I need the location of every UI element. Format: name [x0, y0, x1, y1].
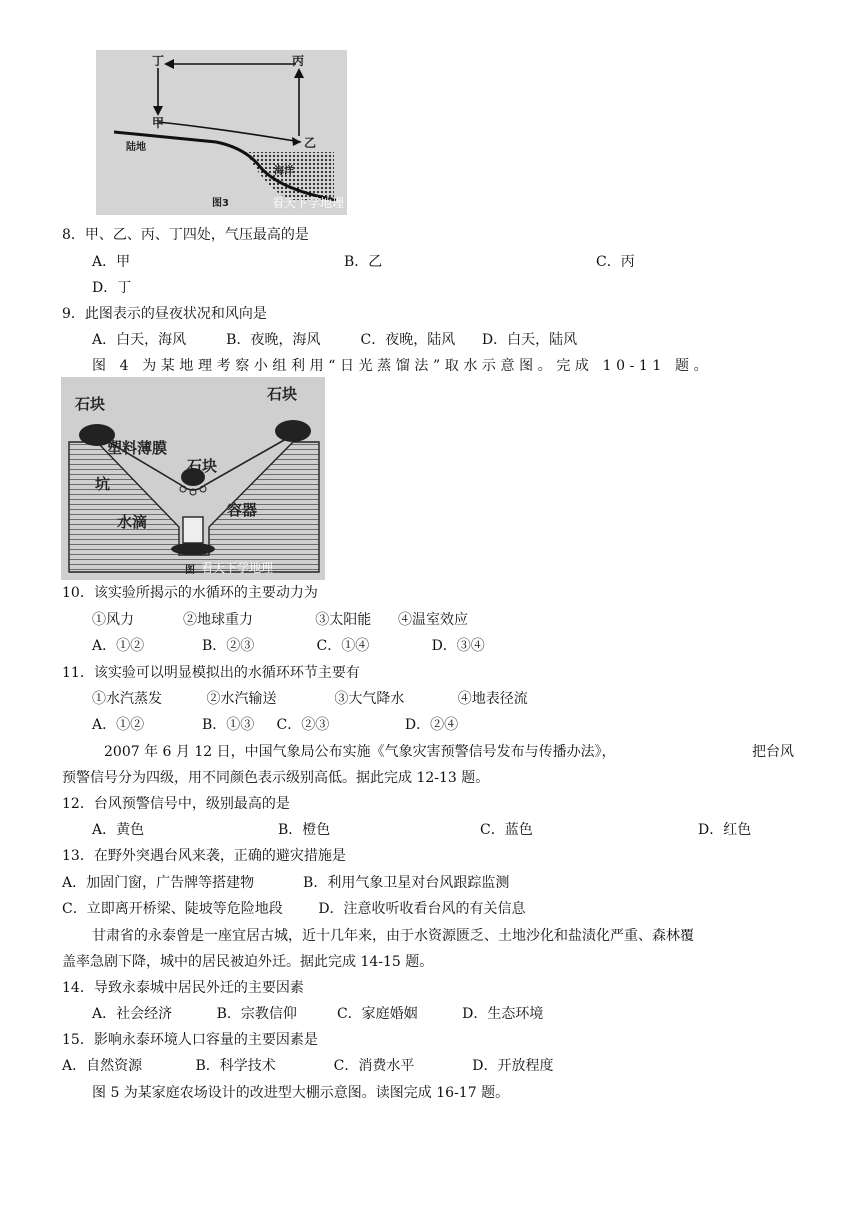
figure-3-tag: 图3	[212, 198, 229, 209]
label-yi: 乙	[304, 136, 317, 150]
question-8-option-d: D．丁	[92, 280, 132, 296]
question-8-stem: 8．甲、乙、丙、丁四处，气压最高的是	[62, 227, 309, 243]
question-10-items: ①风力 ②地球重力 ③太阳能 ④温室效应	[92, 612, 468, 628]
intro-12-13-line1: 2007 年 6 月 12 日，中国气象局公布实施《气象灾害预警信号发布与传播办法》，	[104, 744, 616, 760]
intro-16-17: 图 5 为某家庭农场设计的改进型大棚示意图。读图完成 16-17 题。	[92, 1085, 510, 1101]
figure-4-tag: 图	[185, 565, 195, 576]
figure-3	[96, 50, 347, 215]
label-bing: 丙	[292, 54, 305, 68]
label-stone-mid: 石块	[187, 457, 218, 475]
label-stone-left: 石块	[75, 395, 106, 413]
intro-12-13-line2: 预警信号分为四级，用不同颜色表示级别高低。据此完成 12-13 题。	[62, 770, 490, 786]
label-jia: 甲	[152, 116, 165, 130]
intro-10-11: 图 4 为某地理考察小组利用“日光蒸馏法”取水示意图。完成 10-11 题。	[92, 358, 713, 374]
label-ding: 丁	[152, 54, 165, 68]
watermark: 看天下学地理	[272, 196, 345, 210]
label-ocean: 海洋	[274, 166, 294, 177]
question-10-options: A．①② B．②③ C．①④ D．③④	[92, 638, 485, 654]
figure-4	[61, 377, 325, 580]
question-12-stem: 12．台风预警信号中，级别最高的是	[62, 796, 290, 812]
question-15-stem: 15．影响永泰环境人口容量的主要因素是	[62, 1032, 318, 1048]
question-13-stem: 13．在野外突遇台风来袭，正确的避灾措施是	[62, 848, 346, 864]
question-9-stem: 9．此图表示的昼夜状况和风向是	[62, 306, 267, 322]
question-11-options: A．①② B．①③ C．②③ D．②④	[92, 717, 459, 733]
label-container: 容器	[227, 501, 258, 519]
question-9-options: A．白天，海风 B．夜晚，海风 C．夜晚，陆风 D．白天，陆风	[92, 332, 578, 348]
question-14-stem: 14．导致永泰城中居民外迁的主要因素	[62, 980, 304, 996]
intro-12-13-line1-end: 把台风	[752, 744, 794, 760]
question-11-items: ①水汽蒸发 ②水汽输送 ③大气降水 ④地表径流	[92, 691, 528, 707]
question-12-option-c: C．蓝色	[480, 822, 533, 838]
intro-14-15-line2: 盖率急剧下降，城中的居民被迫外迁。据此完成 14-15 题。	[62, 954, 434, 970]
question-14-options: A．社会经济 B．宗教信仰 C．家庭婚姻 D．生态环境	[92, 1006, 544, 1022]
question-12-option-d: D．红色	[698, 822, 752, 838]
label-film: 塑料薄膜	[107, 439, 168, 457]
question-10-stem: 10．该实验所揭示的水循环的主要动力为	[62, 585, 318, 601]
question-8-option-c: C．丙	[596, 254, 635, 270]
label-land: 陆地	[126, 142, 146, 153]
question-13-options-1: A．加固门窗，广告牌等搭建物 B．利用气象卫星对台风跟踪监测	[62, 875, 510, 891]
question-8-option-b: B．乙	[344, 254, 383, 270]
question-12-option-b: B．橙色	[278, 822, 331, 838]
label-pit: 坑	[95, 475, 111, 493]
question-8-option-a: A．甲	[92, 254, 131, 270]
label-drop: 水滴	[117, 513, 148, 531]
question-11-stem: 11．该实验可以明显模拟出的水循环环节主要有	[62, 665, 360, 681]
question-13-options-2: C．立即离开桥梁、陡坡等危险地段 D．注意收听收看台风的有关信息	[62, 901, 526, 917]
question-12-option-a: A．黄色	[92, 822, 145, 838]
watermark: 看天下学地理	[201, 561, 274, 575]
intro-14-15-line1: 甘肃省的永泰曾是一座宜居古城，近十几年来，由于水资源匮乏、土地沙化和盐渍化严重、森林覆	[92, 928, 694, 944]
question-15-options: A．自然资源 B．科学技术 C．消费水平 D．开放程度	[62, 1058, 554, 1074]
figure-3-diagram	[96, 50, 347, 215]
label-stone-right: 石块	[267, 385, 298, 403]
